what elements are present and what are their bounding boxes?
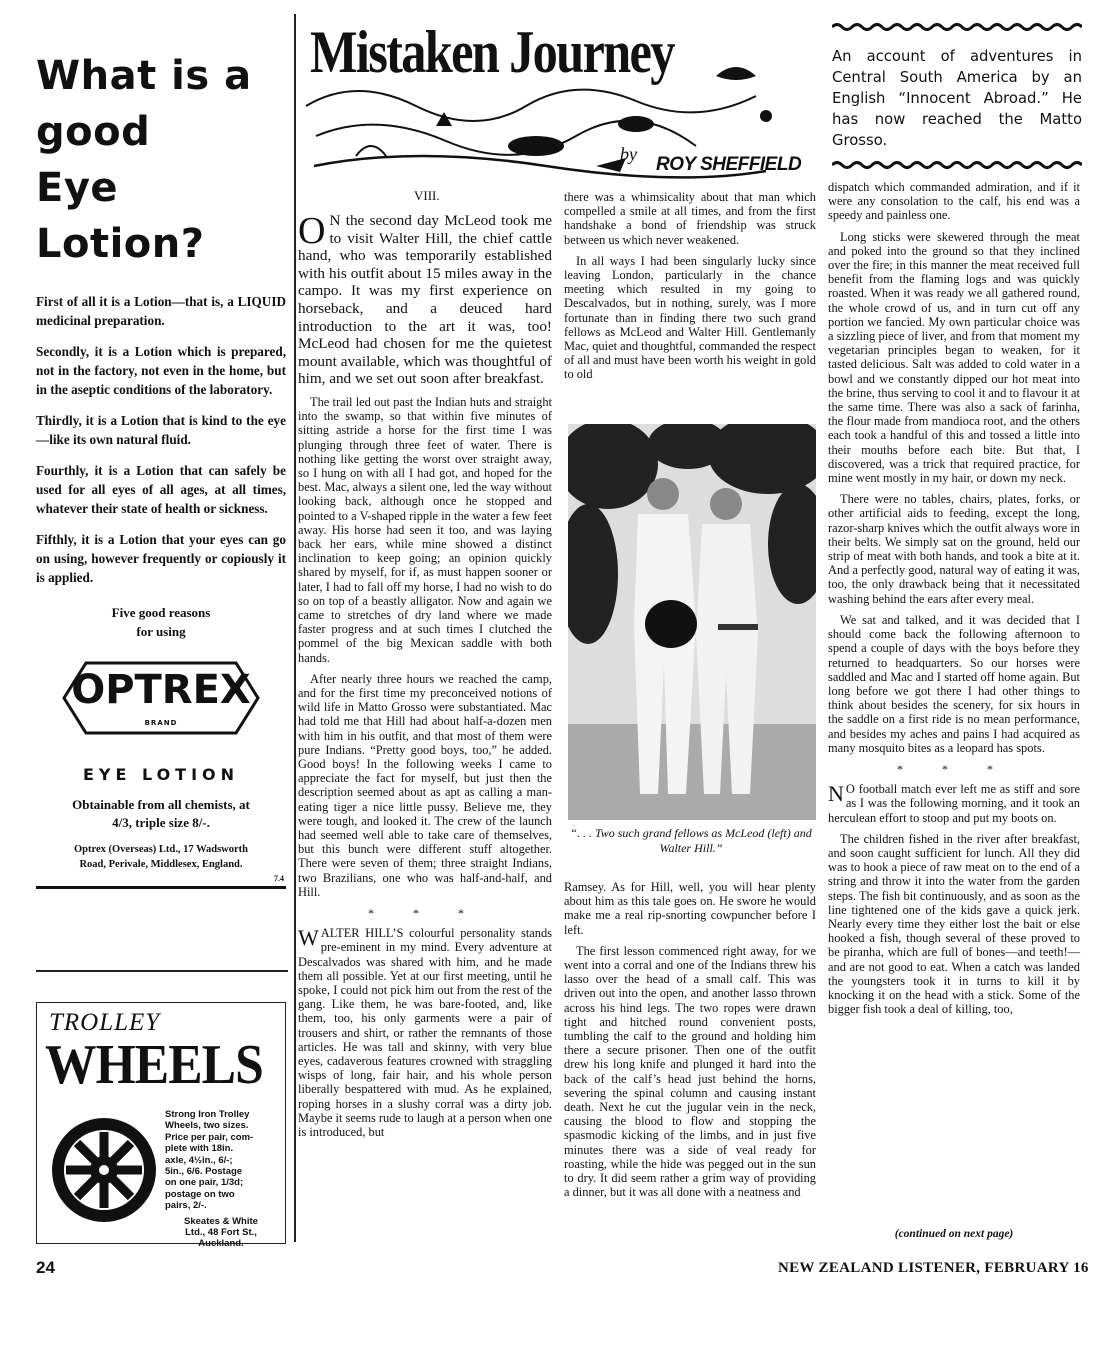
drop-cap: O (298, 210, 326, 252)
optrex-brand-sub: BRAND (144, 719, 178, 727)
paragraph: There were no tables, chairs, plates, forks, or other artificial aids to feeding, except the long, razor-sharp knives which the outfit always wore in their belts. We simply sat on the ground, held our strip of meat with both hands, and took a bite at it. And a perfectly good, natural way of eating it was, too, the only drawback being that it necessitated washing behind the ears after every meal. (828, 492, 1080, 606)
continued-note: (continued on next page) (894, 1228, 1014, 1240)
paragraph: The children fished in the river after breakfast, and soon caught sufficient for lunch. All they did was to hook a piece of raw meat on to the end of a string and throw it into the water from the garden steps. The fish bit continuously, and as soon as the line tightened one of the kids gave a quick jerk. Nearly every time they either lost the bait or else hooked a fish, though several of these proved to be piranha, which are full of bones—and teeth!—and are not good to eat. When a catch was landed the youngsters took it in turns to kill it by knocking it on the head with a stick. Some of the bigger fish took a deal of killing, too, (828, 831, 1080, 1017)
trolley-title: TROLLEY (49, 1009, 161, 1036)
article-column-2-top (564, 190, 816, 389)
wheel-icon (49, 1115, 159, 1225)
column-rule-left (294, 14, 296, 1242)
section-break: * * * (368, 906, 482, 921)
drop-cap: W (298, 925, 319, 951)
wavy-rule-top-icon (832, 22, 1082, 32)
article-intro: An account of adventures in Central South America by an English “Innocent Abroad.” He has now reached the Matto Grosso. (832, 48, 1082, 149)
article-column-2-bottom (564, 880, 816, 1206)
trolley-wheels-advertisement (36, 1002, 286, 1250)
optrex-brand: OPTREX (71, 667, 251, 713)
part-number: VIII. (414, 188, 440, 203)
paragraph: Ramsey. As for Hill, well, you will hear plenty about him as this tale goes on. He swore he would make me a real rip-snorting cowpuncher before I left. (564, 880, 816, 937)
optrex-advertisement (36, 48, 286, 948)
section-break: * * * (897, 761, 1011, 776)
article-title: Mistaken Journey (310, 19, 674, 85)
ad-divider (36, 970, 288, 972)
paragraph: WALTER HILL’S colourful personality stands pre-eminent in my mind. Every adventure at Descalvados was shared with him, and he made them all possible. Yet at our first meeting, until he spoke, I could not pick him out from the rest of the gang. Like them, he was bare-footed, and, like them, too, his only garments were a pair of trousers and shirt, or rather the remnants of those articles. He was tall and skinny, with very blue eyes, cadaverous features crowned with straggling wisps of long, fair hair, and his whole person liberally bespattered with mud. As he explained, roping horses in a slushy corral was a dirty job. Maybe it seems rude to laugh at a person when one is introduced, but (298, 925, 552, 1140)
paragraph: there was a whimsicality about that man which compelled a smile at all times, and from the first handshake a bond of friendship was struck between us which never weakened. (564, 190, 816, 247)
paragraph: N O football match ever left me as stiff and sore as I was the following morning, and it took an herculean effort to stoop and put my boots on. (828, 781, 1080, 825)
paragraph: dispatch which commanded admiration, and if it were any consolation to the calf, his end was a speedy and painless one. (828, 180, 1080, 223)
optrex-address: Optrex (Overseas) Ltd., 17 Wadsworth Road, Perivale, Middlesex, England. (73, 844, 249, 870)
photo-mcleod-and-hill (568, 424, 816, 820)
paragraph: We sat and talked, and it was decided that I should come back the following afternoon to spend a couple of days with the boys before they returned to headquarters. So our horses were saddled and Mac and I started off home again. But long before we got there I had other things to think about besides the scenery, for six hours in the saddle on a first ride is no mean performance, and besides my aches and pains I had acquired as many mosquito bites as a leopard has spots. (828, 612, 1080, 755)
obtainable-text: Obtainable from all chemists, at 4/3, triple size 8/-. (72, 797, 250, 830)
reason-4: Fourthly, it is a Lotion that can safely be used for all eyes of all ages, at all times, whatever their state of health or sickness. (36, 463, 286, 516)
trolley-vendor: Skeates & White Ltd., 48 Fort St., Auckland. (184, 1215, 258, 1250)
optrex-headline: What is a good Eye Lotion? (36, 53, 252, 267)
paragraph: The first lesson commenced right away, for we went into a corral and one of the Indians threw his lasso over the head of a small calf. This was driven out into the open, and another lasso thrown across his hind legs. The two ropes were drawn tight and hitched round convenient posts, tumbling the calf to the ground and holding him there a secure prisoner. Then one of the outfit drew his long knife and plunged it hard into the back of the calf’s head just behind the horns, severing the spinal column and causing instant death. Next he cut the jugular vein in the neck, causing the blood to flow and stopping the spasmodic kicking of the limbs, and in just five minutes there was a side of veal ready for roasting, while the hide was pegged out in the sun to dry. It did seem rather a grim way of providing a dinner, but it was all done with a neatness and (564, 943, 816, 1200)
opening-paragraph: O N the second day McLeod took me to visit Walter Hill, the chief cattle hand, who was temporarily established with his outfit about 15 miles away in the campo. It was my first experience on horseback, and a deuced hard introduction to the art it was, too! McLeod had chosen for me the quietest mount available, which was thoughtful of him, and we set out soon after breakfast. (298, 210, 552, 388)
drop-cap: N (828, 781, 844, 807)
reason-2: Secondly, it is a Lotion which is prepared, not in the factory, not even in the home, but in the aseptic conditions of the laboratory. (36, 344, 286, 397)
article-column-3 (828, 180, 1080, 1023)
publication-footer: NEW ZEALAND LISTENER, FEBRUARY 16 (778, 1260, 1089, 1276)
photo-caption: “. . . Two such grand fellows as McLeod (left) and Walter Hill.” (570, 826, 812, 855)
five-reasons-text: Five good reasons for using (111, 605, 211, 639)
article-title-block (296, 6, 816, 186)
paragraph: The trail led out past the Indian huts and straight into the swamp, so that within five minutes of sitting astride a horse for the first time I was plunging through three feet of water. There is nothing like getting the worst over straight away, so I hung on with all I had got, and hoped for the best. Mac, always a silent one, led the way without looking back, although once he stopped and pointed to a V-shaped ripple in the water a few feet away. His horse had seen it too, and was laying back her ears, while mine showed a distinct inclination to keep going; an opinion quickly shared by myself, for if, as must happen sooner or later, I had to fall off my horse, I had no wish to do so on top of a beastly alligator. Now and again we came to stretches of dry land where we made faster progress and at such times I clutched the pommel of the big Mexican saddle with both hands. (298, 394, 552, 665)
page-number: 24 (36, 1258, 55, 1277)
paragraph: In all ways I had been singularly lucky since leaving London, particularly in the chance meeting which resulted in my going to Descalvados, but in nothing, surely, was I more fortunate than in finding there two such grand fellows as McLeod and Walter Hill. Gentlemanly Mac, quiet and thoughtful, commanded the respect of all and must have been worth his weight in gold to old (564, 253, 816, 382)
byline-author: ROY SHEFFIELD (656, 154, 802, 175)
byline-by: by (620, 144, 637, 164)
paragraph: Long sticks were skewered through the meat and poked into the ground so that they inclined over the fire; in this manner the meat received full benefit from the flaming logs and was quickly roasted. When it was ready we all gathered round, the whole crowd of us, and in turn cut off any portion we fancied. My own particular choice was a sizzling piece of liver, and from that moment my vegetarian principles began to weaken, for it tasted delicious. Salt was added to cold water in a bowl and we constantly dipped our hot meat into the brine, thus serving to cool it and to flavour it at the same time. There was also a sack of farinha, the flour made from mandioca root, and the others each took a handful of this and tossed a little into their mouths before each bite. But that, I discovered, was a trick that required practice, for mine went mostly in my hair, or down my neck. (828, 229, 1080, 486)
photograph-icon (568, 424, 816, 820)
ad-code: 7.4 (274, 874, 284, 883)
optrex-logo (46, 653, 276, 743)
article-column-1 (298, 212, 552, 1146)
ad-bottom-bar (36, 874, 286, 890)
paragraph: After nearly three hours we reached the camp, and for the first time my preconceived notions of wild life in Matto Grosso were substantiated. Mac had told me that Hill had about half-a-dozen men with him in his outfit, and that most of them were pure Indians. “Pretty good boys, too,” he added. Good boys! In the following weeks I came to appreciate the fact for myself, but just then the description seemed about as apt as calling a man-eating tiger a nice little pussy. Believe me, they were tough, and looked it. The crew of the launch had seemed well able to take care of themselves, but this bunch were different stuff altogether. There were seven of them; three straight Indians, two Brazilians, one who was half-and-half, and Hill. (298, 671, 552, 899)
wavy-rule-bottom-icon (832, 160, 1082, 170)
reason-3: Thirdly, it is a Lotion that is kind to the eye—like its own natural fluid. (36, 413, 286, 447)
reason-1: First of all it is a Lotion—that is, a LIQUID medicinal preparation. (36, 294, 286, 328)
reason-5: Fifthly, it is a Lotion that your eyes can go on using, however frequently or copiously it is applied. (36, 532, 286, 585)
trolley-description: Strong Iron Trolley Wheels, two sizes. Price per pair, com- plete with 18in. axle, 4½in., 6/-; 5in., 6/6. Postage on one pair, 1/3d; postage on two pairs, 2/-. Skeates & White Ltd., 48 Fort St., Auckland. (165, 1109, 277, 1250)
trolley-subtitle: WHEELS (45, 1034, 263, 1096)
eye-lotion-label: EYE LOTION (82, 765, 240, 784)
